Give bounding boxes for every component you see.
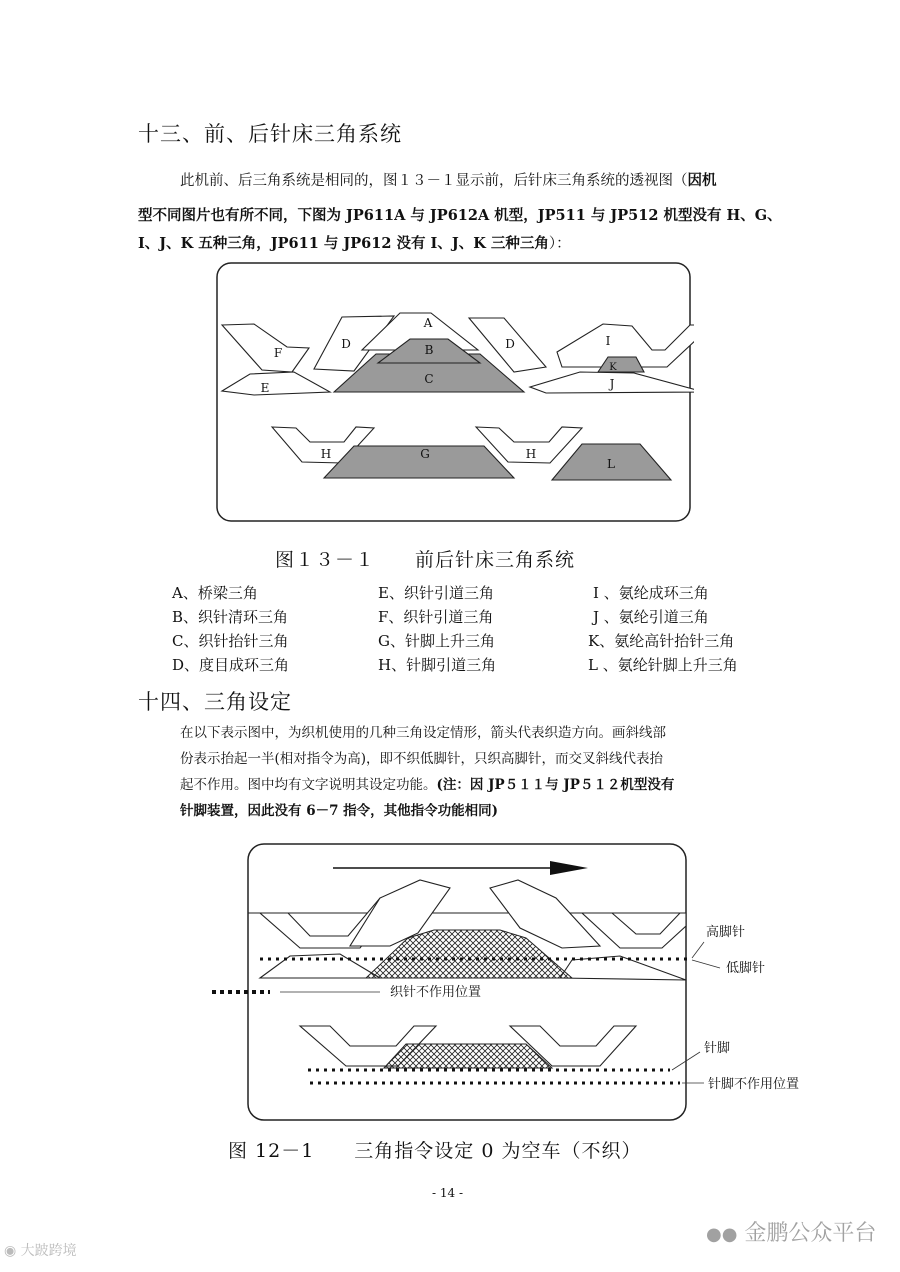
label-b: B <box>424 343 434 357</box>
section-13-title: 十三、前、后针床三角系统 <box>138 122 402 146</box>
leader-high-needle <box>692 942 704 958</box>
label-h-left: H <box>320 447 332 461</box>
label-butt-inactive: 针脚不作用位置 <box>708 1077 800 1092</box>
watermark-logo-icon: ◉ <box>4 1243 17 1259</box>
legend-item: D、度目成环三角 <box>172 656 290 674</box>
para-bold-text: I、J、K 五种三角，JP611 与 JP612 没有 I、J、K 三种三角 <box>138 235 549 252</box>
label-high-needle: 高脚针 <box>706 925 746 940</box>
label-low-needle: 低脚针 <box>726 961 766 976</box>
label-f: F <box>273 346 283 360</box>
page-number: - 14 - <box>432 1186 464 1200</box>
para-text: 起不作用。图中均有文字说明其设定功能。 <box>180 777 437 793</box>
section-14-para-line-2: 份表示抬起一半(相对指令为高)，即不织低脚针，只织高脚针，而交叉斜线代表抬 <box>180 751 664 767</box>
wechat-icon: ●● <box>706 1224 738 1245</box>
legend-item: L 、氨纶针脚上升三角 <box>588 656 738 674</box>
para-text: ）： <box>548 236 571 252</box>
watermark-left <box>4 1240 77 1260</box>
cam-g-shape <box>324 446 514 478</box>
para-bold-text: 因机 <box>687 172 717 189</box>
legend-item: K、氨纶高针抬针三角 <box>588 632 735 650</box>
legend-item: I 、氨纶成环三角 <box>593 584 709 602</box>
leader-low-needle <box>692 960 720 968</box>
figure-12-1-caption: 图 12－1 三角指令设定 0 为空车（不织） <box>228 1140 642 1162</box>
section-14-title: 十四、三角设定 <box>138 690 292 714</box>
section-13-para-line-3 <box>138 229 571 259</box>
figure-frame <box>248 844 686 1120</box>
legend-item: F、织针引道三角 <box>378 608 494 626</box>
watermark-left-text: 大跛跨境 <box>20 1243 77 1259</box>
label-j: J <box>609 377 615 391</box>
para-bold-text: (注：因 JP５１１与 JP５１２机型没有 <box>436 777 675 793</box>
cam-f-shape <box>222 324 309 372</box>
legend-item: H、针脚引道三角 <box>378 656 497 674</box>
label-butt: 针脚 <box>704 1041 731 1056</box>
legend-item: C、织针抬针三角 <box>172 632 289 650</box>
section-14-para-line-1: 在以下表示图中，为织机使用的几种三角设定情形，箭头代表织造方向。画斜线部 <box>180 725 666 741</box>
figure-13-1-diagram <box>214 262 694 524</box>
label-needle-inactive: 织针不作用位置 <box>390 985 482 1000</box>
label-d-left: D <box>341 337 351 351</box>
watermark-right <box>706 1216 876 1247</box>
section-13-para-line-2 <box>138 201 782 231</box>
label-g: G <box>420 447 430 461</box>
section-13-para-line-1 <box>180 166 717 196</box>
legend-item: A、桥梁三角 <box>172 584 258 602</box>
section-14-para-line-3 <box>180 772 674 798</box>
label-e: E <box>260 381 270 395</box>
label-c: C <box>424 372 434 386</box>
para-bold-text: 型不同图片也有所不同，下图为 JP611A 与 JP612A 机型，JP511 与 JP512 机型没有 H、G、 <box>138 207 782 224</box>
label-k: K <box>609 362 617 373</box>
label-d-right: D <box>505 337 515 351</box>
legend-item: E、织针引道三角 <box>378 584 494 602</box>
label-l: L <box>607 457 615 471</box>
cam-e-shape <box>222 372 330 395</box>
label-i: I <box>605 334 611 348</box>
para-text: 此机前、后三角系统是相同的，图１３－１显示前，后针床三角系统的透视图（ <box>180 173 688 189</box>
cam-g-crosshatch <box>384 1044 552 1068</box>
legend-item: G、针脚上升三角 <box>378 632 495 650</box>
label-a: A <box>423 316 433 330</box>
figure-13-1-caption: 图１３－１ 前后针床三角系统 <box>275 549 576 571</box>
figure-12-1-diagram <box>200 838 860 1124</box>
section-14-para-line-4: 针脚装置，因此没有 6－7 指令，其他指令功能相同) <box>180 803 499 819</box>
direction-arrow-head <box>550 861 588 875</box>
legend-item: B、织针清环三角 <box>172 608 289 626</box>
label-h-right: H <box>525 447 537 461</box>
watermark-right-text: 金鹏公众平台 <box>744 1221 877 1246</box>
legend-item: J 、氨纶引道三角 <box>593 608 709 626</box>
